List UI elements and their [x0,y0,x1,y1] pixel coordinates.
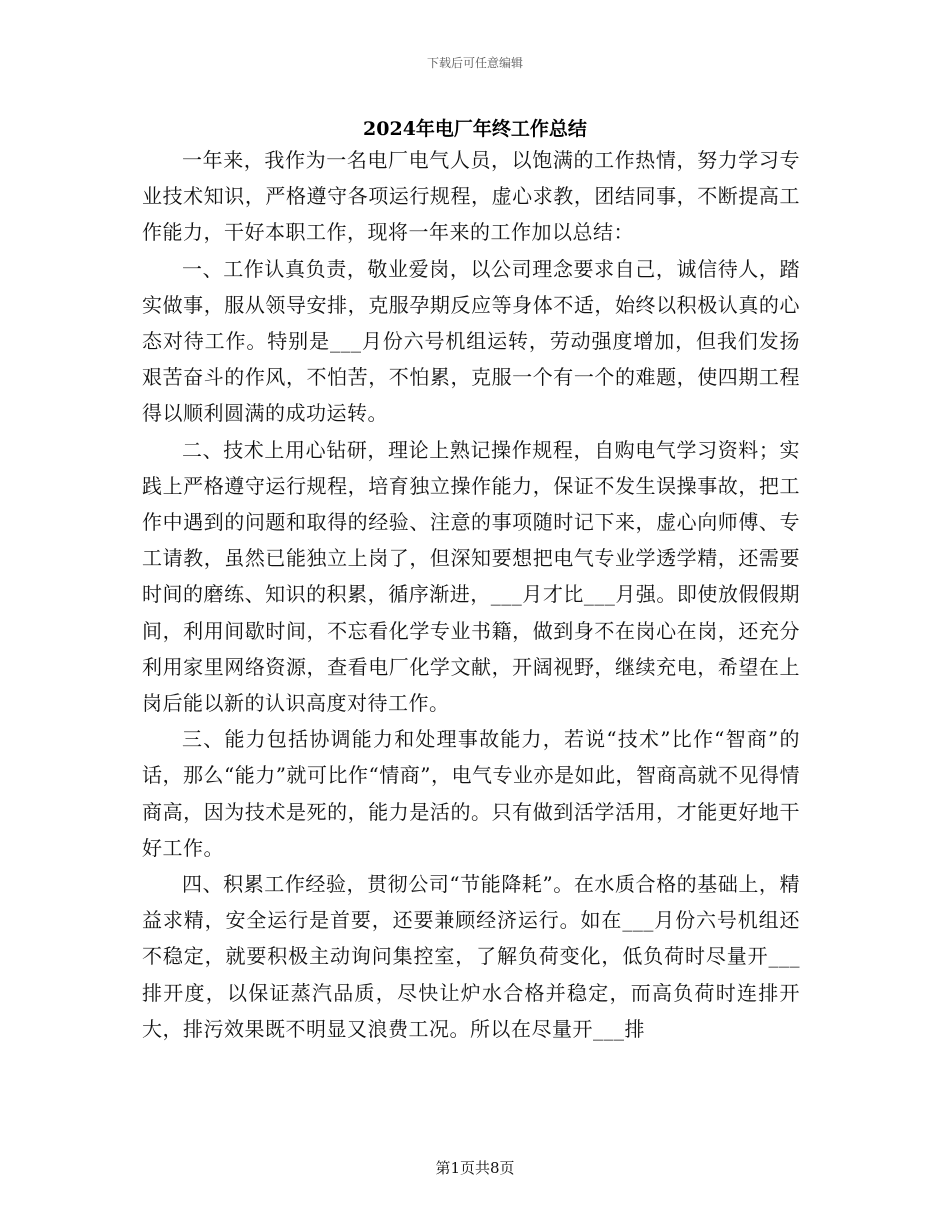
header-note: 下载后可任意编辑 [426,56,523,70]
document-body [142,142,800,1047]
paragraph-section-4: 四、积累工作经验，贯彻公司“节能降耗”。在水质合格的基础上，精益求精，安全运行是首要，还要兼顾经济运行。如在___月份六号机组还不稳定，就要积极主动询问集控室，了解负荷变化，低负荷时尽量开___排开度，以保证蒸汽品质，尽快让炉水合格并稳定，而高负荷时连排开大，排污效果既不明显又浪费工况。所以在尽量开___排 [142,872,800,1041]
document-title: 2024年电厂年终工作总结 [363,118,587,140]
paragraph-section-1: 一、工作认真负责，敬业爱岗，以公司理念要求自己，诚信待人，踏实做事，服从领导安排，克服孕期反应等身体不适，始终以积极认真的心态对待工作。特别是___月份六号机组运转，劳动强度增加，但我们发扬艰苦奋斗的作风，不怕苦，不怕累，克服一个有一个的难题，使四期工程得以顺利圆满的成功运转。 [142,256,800,426]
paragraph-intro: 一年来，我作为一名电厂电气人员，以饱满的工作热情，努力学习专业技术知识，严格遵守各项运行规程，虚心求教，团结同事，不断提高工作能力，干好本职工作，现将一年来的工作加以总结： [142,148,800,245]
paragraph-section-3: 三、能力包括协调能力和处理事故能力，若说“技术”比作“智商”的话，那么“能力”就可比作“情商”，电气专业亦是如此，智商高就不见得情商高，因为技术是死的，能力是活的。只有做到活学活用，才能更好地干好工作。 [142,727,800,860]
paragraph-section-2: 二、技术上用心钻研，理论上熟记操作规程，自购电气学习资料；实践上严格遵守运行规程，培育独立操作能力，保证不发生误操事故，把工作中遇到的问题和取得的经验、注意的事项随时记下来，虚心向师傅、专工请教，虽然已能独立上岗了，但深知要想把电气专业学透学精，还需要时间的磨练、知识的积累，循序渐进，___月才比___月强。即使放假假期间，利用间歇时间，不忘看化学专业书籍，做到身不在岗心在岗，还充分利用家里网络资源，查看电厂化学文献，开阔视野，继续充电，希望在上岗后能以新的认识高度对待工作。 [142,437,800,716]
page-indicator: 第1页共8页 [435,1159,515,1177]
